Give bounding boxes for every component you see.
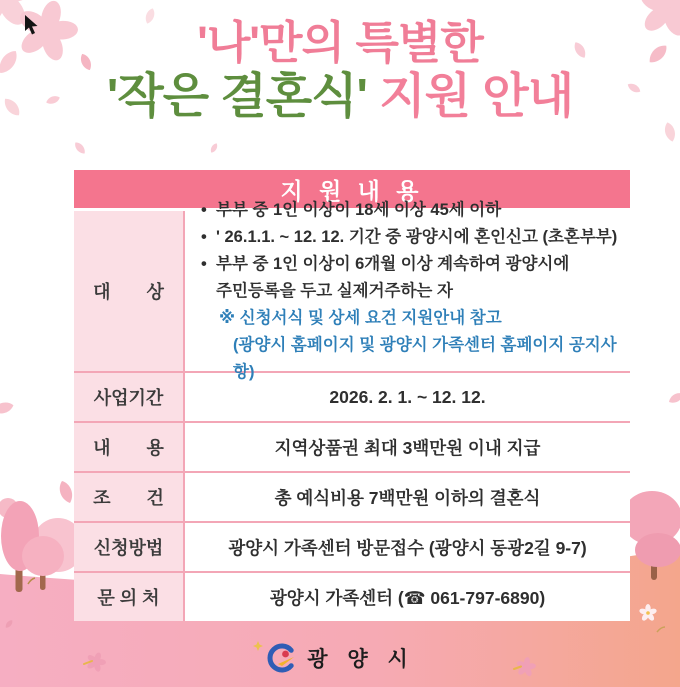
city-name: 광 양 시 [307,648,415,671]
target-bullet-3-continued: 주민등록을 두고 실제거주하는 자 [216,281,453,300]
tree-icon [22,536,64,576]
row-label-contact: 문 의 처 [74,573,185,621]
tree-icon [635,533,680,567]
petal-icon [667,391,680,406]
table-header: 지 원 내 용 [74,170,630,208]
poster-title [0,16,680,126]
row-label-apply-method: 신청방법 [74,523,185,571]
row-value-content: 지역상품권 최대 3백만원 이내 지급 [274,437,541,458]
table-row-period [74,371,630,421]
target-bullet-1: • 부부 중 1인 이상이 18세 이상 45세 이하 [201,197,501,224]
row-label-condition: 조 건 [74,473,185,521]
table-row-contact [74,571,630,621]
row-value-contact: 광양시 가족센터 (☎ 061-797-6890) [269,587,546,608]
title-line2-pink: 지원 안내 [366,70,574,124]
row-value-apply-method: 광양시 가족센터 방문접수 (광양시 동광2길 9-7) [228,537,587,558]
petal-icon [209,142,219,154]
petal-icon [57,479,76,505]
table-row-apply-method [74,521,630,571]
row-value-period: 2026. 2. 1. ~ 12. 12. [329,386,486,407]
target-note-1: ※ 신청서식 및 상세 요건 지원안내 참고 [219,308,502,327]
support-info-table [74,170,630,621]
gwangyang-city-logo-icon [265,641,299,675]
target-note-2: (광양시 홈페이지 및 광양시 가족센터 홈페이지 공지사항) [233,335,617,381]
title-line2 [0,69,680,126]
target-bullet-2: • ' 26.1.1. ~ 12. 12. 기간 중 광양시에 혼인신고 (초혼부부) [201,224,617,251]
table-row-target [74,200,630,381]
petal-icon [0,400,15,416]
flower-center [646,611,650,615]
row-label-period: 사업기간 [74,373,185,421]
row-label-content: 내 용 [74,423,185,471]
footer [0,641,680,675]
row-value-condition: 총 예식비용 7백만원 이하의 결혼식 [274,487,541,508]
target-bullet-3: • 부부 중 1인 이상이 6개월 이상 계속하여 광양시에 [201,251,569,278]
title-line2-green: '작은 결혼식' [106,70,367,124]
table-row-content [74,421,630,471]
row-content-target [185,200,630,381]
table-row-condition [74,471,630,521]
petal-icon [73,140,88,155]
row-label-target: 대 상 [74,211,185,371]
title-line1: '나'만의 특별한 [197,17,483,68]
